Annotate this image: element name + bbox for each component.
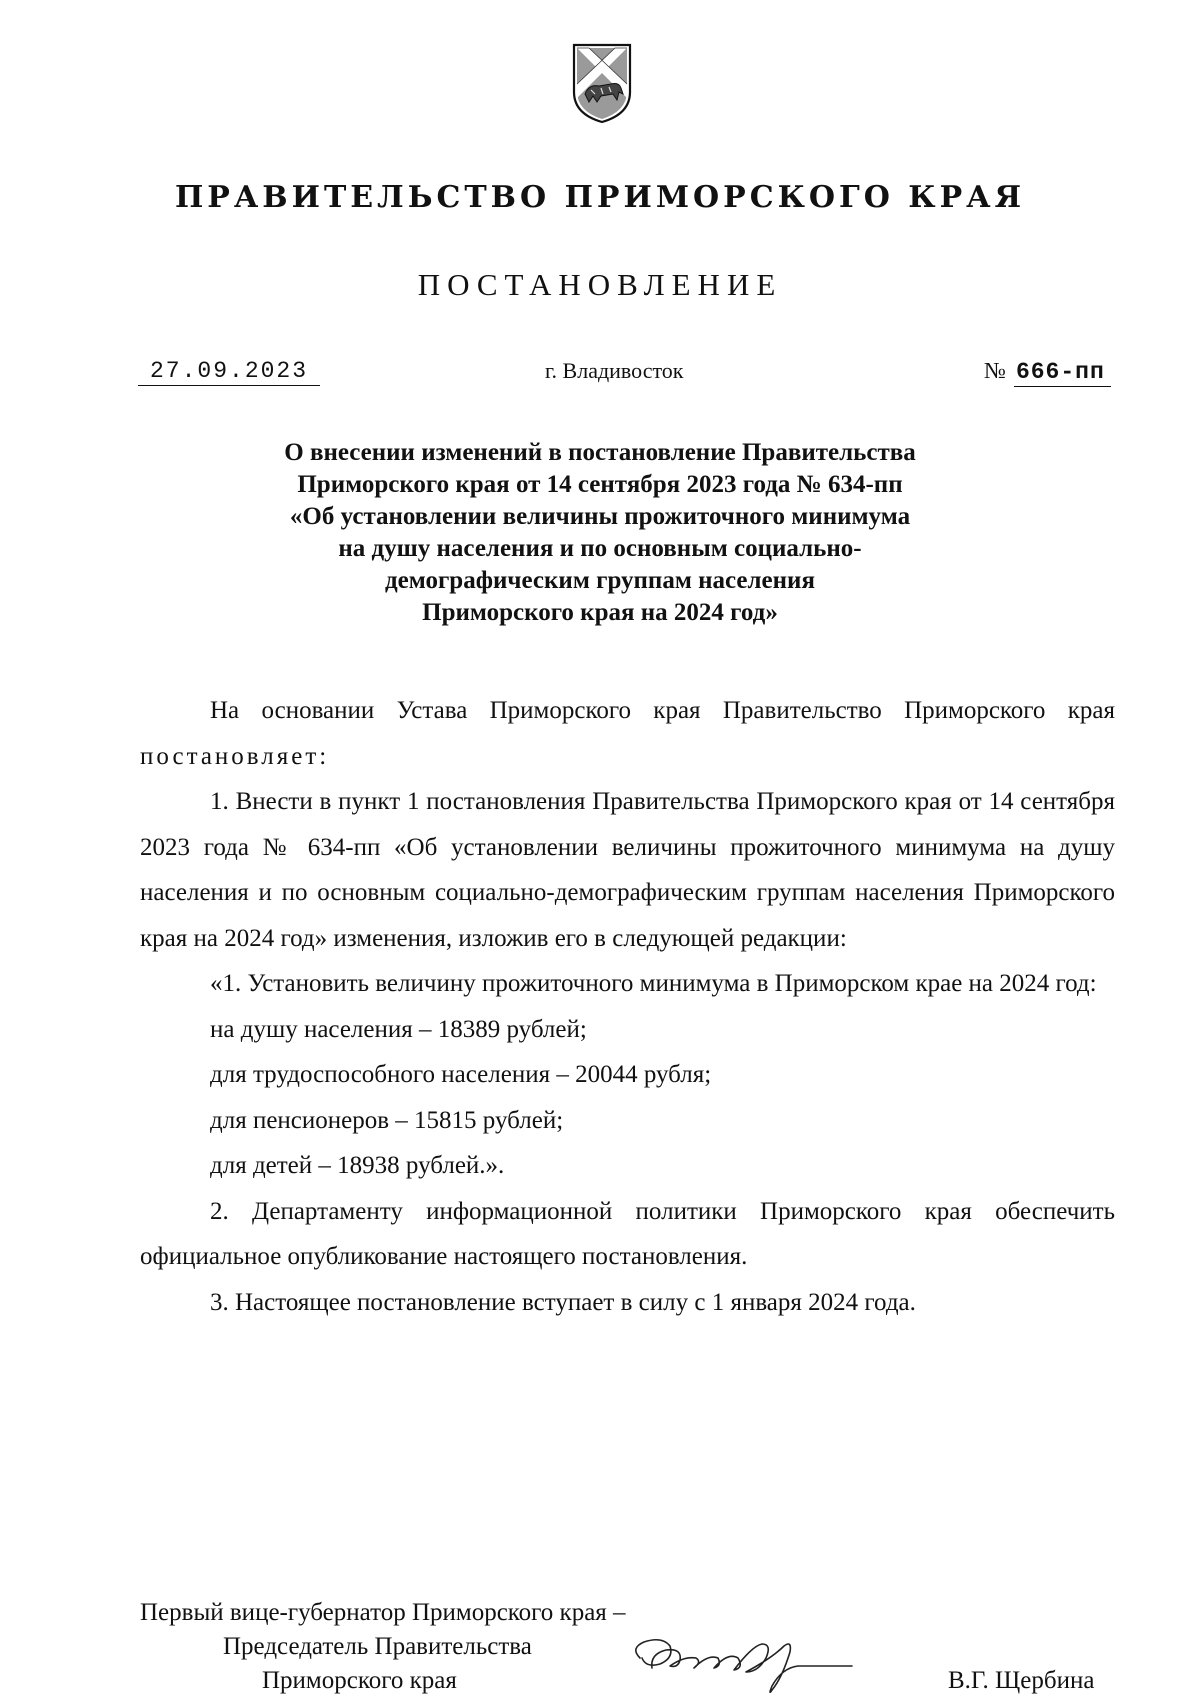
list-item: для пенсионеров – 15815 рублей; — [210, 1106, 564, 1134]
document-body — [140, 688, 1115, 1325]
list-item: для детей – 18938 рублей.». — [210, 1152, 505, 1179]
intro-text: На основании Устава Приморского края Правительство Приморского края — [210, 697, 1115, 724]
number-sign: № — [984, 358, 1006, 383]
document-date: 27.09.2023 — [138, 358, 320, 386]
paragraph-3: 3. Настоящее постановление вступает в силу с 1 января 2024 года. — [210, 1288, 916, 1316]
subject-line: О внесении изменений в постановление Правительства — [284, 439, 916, 466]
signatory-position-line-2: Председатель Правительства — [223, 1633, 532, 1660]
signatory-name: В.Г. Щербина — [948, 1667, 1095, 1694]
coat-of-arms-emblem — [571, 42, 633, 124]
subject-line: демографическим группам населения — [385, 567, 815, 594]
document-type: ПОСТАНОВЛЕНИЕ — [417, 267, 783, 302]
document-city: г. Владивосток — [545, 358, 684, 383]
organization-title: ПРАВИТЕЛЬСТВО ПРИМОРСКОГО КРАЯ — [174, 180, 1026, 215]
subject-line: «Об установлении величины прожиточного минимума — [289, 503, 911, 530]
document-number — [984, 358, 1111, 385]
document-subject — [180, 437, 1020, 629]
number-value: 666-пп — [1014, 359, 1111, 387]
paragraph-1: 1. Внести в пункт 1 постановления Правительства Приморского края от 14 сентября 2023 года № 634-пп «Об установлении величины прожиточного минимума на душу населения и по основным социально-демографическим группам населения Приморского края на 2024 год» изменения, изложив его в следующей редакции: — [140, 788, 1115, 952]
list-item: для трудоспособного населения – 20044 рубля; — [210, 1061, 712, 1088]
signatory-position-line-1: Первый вице-губернатор Приморского края – — [140, 1599, 626, 1626]
handwritten-signature — [622, 1628, 857, 1698]
paragraph-2: 2. Департаменту информационной политики Приморского края обеспечить официальное опубликование настоящего постановления. — [140, 1197, 1115, 1270]
paragraph-1-quote: «1. Установить величину прожиточного минимума в Приморском крае на 2024 год: — [210, 970, 1097, 997]
subject-line: Приморского края от 14 сентября 2023 года № 634-пп — [297, 471, 903, 498]
list-item: на душу населения – 18389 рублей; — [210, 1015, 587, 1043]
intro-paragraph — [140, 688, 1115, 779]
decree-word: постановляет: — [140, 742, 330, 770]
signatory-position-line-3: Приморского края — [262, 1667, 457, 1694]
subject-line: Приморского края на 2024 год» — [422, 599, 778, 626]
subject-line: на душу населения и по основным социально- — [338, 535, 862, 562]
